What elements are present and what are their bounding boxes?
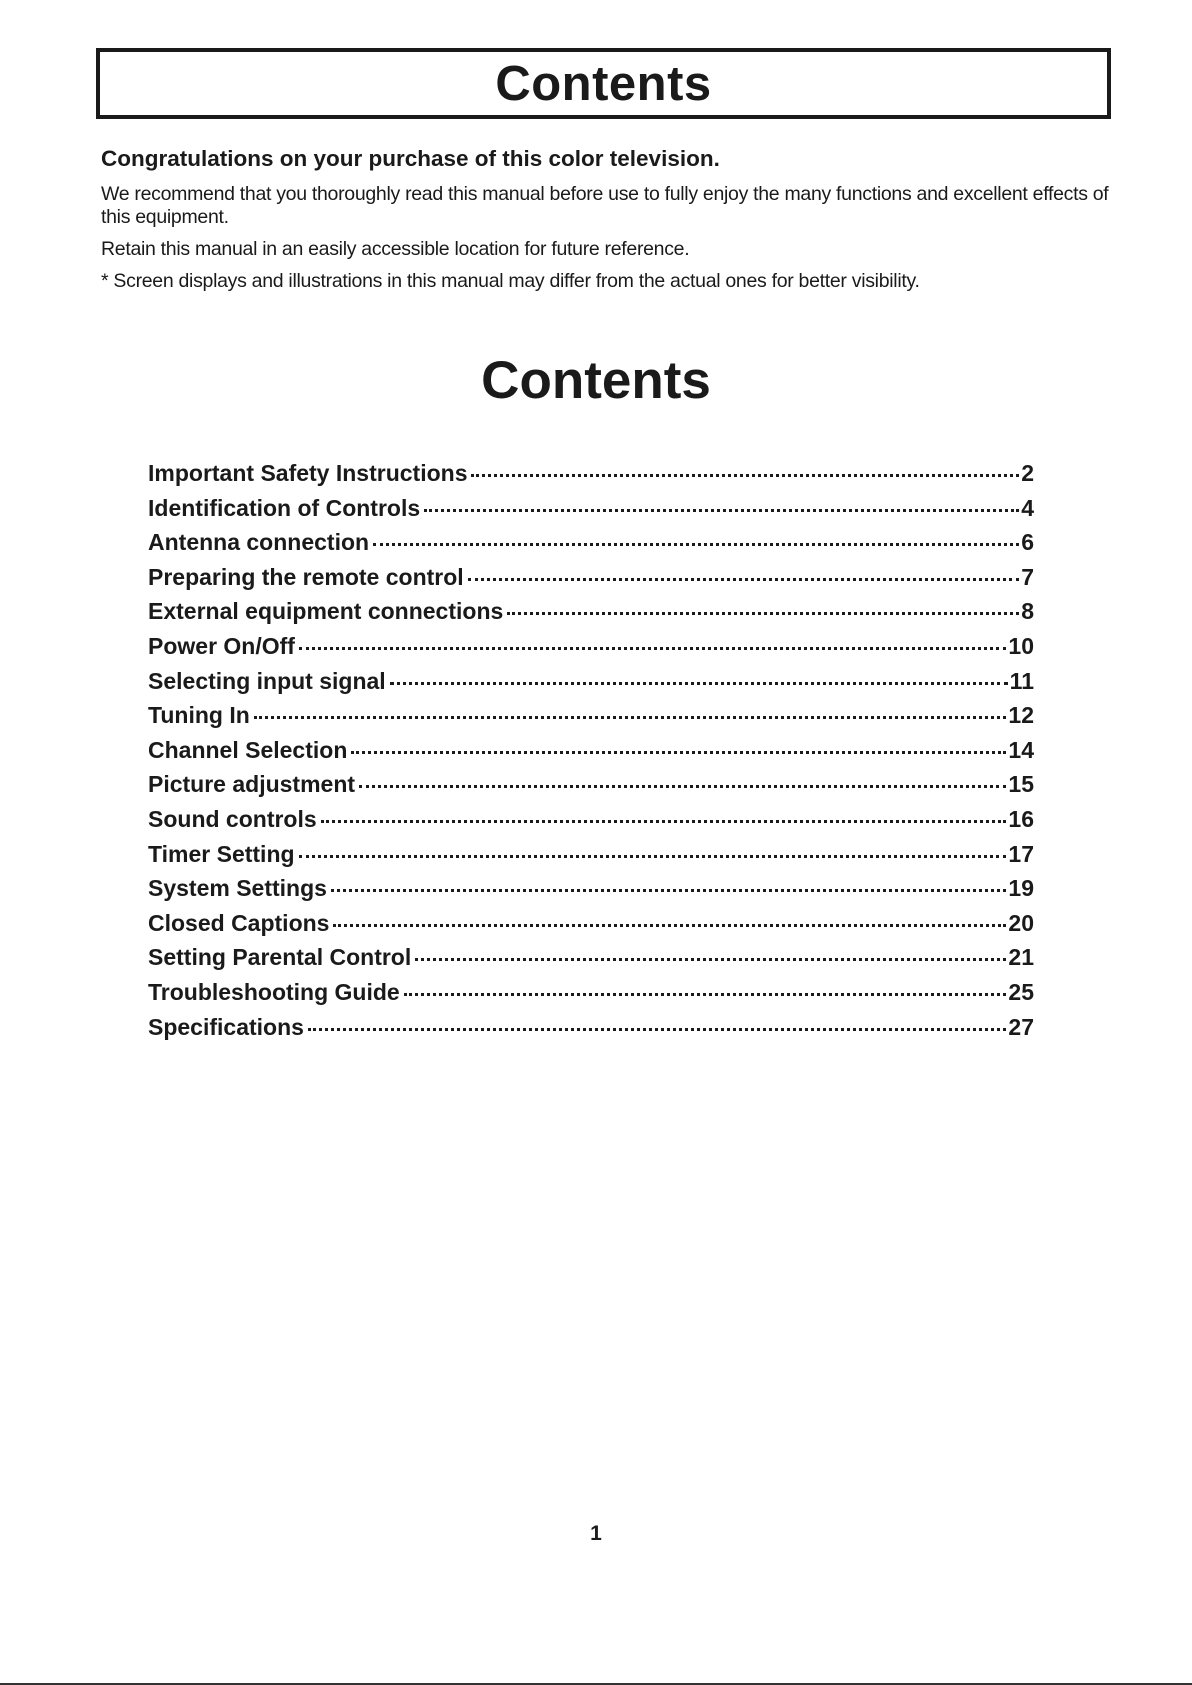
toc-leader-dots [299, 647, 1006, 650]
toc-entry-troubleshooting-guide[interactable] [148, 979, 1034, 1014]
toc-entry-label: Antenna connection [148, 529, 370, 556]
toc-entry-page: 8 [1021, 598, 1034, 625]
intro-paragraph: We recommend that you thoroughly read this manual before use to fully enjoy the many functions and excellent effects of this equipment. [101, 183, 1109, 228]
page-number: 1 [590, 1522, 602, 1545]
toc-leader-dots [308, 1028, 1006, 1031]
toc-leader-dots [424, 509, 1019, 512]
toc-entry-label: Selecting input signal [148, 667, 386, 694]
toc-leader-dots [359, 785, 1006, 788]
toc-leader-dots [468, 578, 1020, 581]
toc-entry-sound-controls[interactable] [148, 806, 1034, 841]
toc-entry-power-on-off[interactable] [148, 633, 1034, 668]
toc-entry-closed-captions[interactable] [148, 910, 1034, 945]
toc-leader-dots [471, 474, 1019, 477]
toc-entry-setting-parental-control[interactable] [148, 944, 1034, 979]
toc-entry-label: System Settings [148, 875, 327, 902]
toc-leader-dots [415, 958, 1006, 961]
page-title: Contents [495, 56, 712, 111]
toc-entry-page: 27 [1008, 1013, 1034, 1040]
toc-entry-label: Closed Captions [148, 909, 330, 936]
toc-entry-page: 19 [1008, 875, 1034, 902]
toc-entry-page: 4 [1021, 494, 1034, 521]
toc-entry-page: 10 [1008, 632, 1034, 659]
intro-section [101, 146, 1121, 302]
toc-leader-dots [331, 889, 1006, 892]
toc-entry-external-equipment-connections[interactable] [148, 598, 1034, 633]
toc-list [148, 460, 1034, 1048]
toc-entry-label: Sound controls [148, 805, 317, 832]
toc-leader-dots [321, 820, 1007, 823]
toc-entry-page: 7 [1021, 563, 1034, 590]
toc-entry-label: Picture adjustment [148, 771, 356, 798]
toc-entry-page: 6 [1021, 529, 1034, 556]
toc-entry-label: Troubleshooting Guide [148, 978, 400, 1005]
toc-entry-channel-selection[interactable] [148, 737, 1034, 772]
toc-entry-system-settings[interactable] [148, 875, 1034, 910]
toc-leader-dots [507, 612, 1019, 615]
toc-title: Contents [481, 351, 711, 410]
toc-entry-page: 21 [1008, 944, 1034, 971]
toc-entry-page: 14 [1008, 736, 1034, 763]
toc-entry-label: Identification of Controls [148, 494, 421, 521]
toc-entry-label: Timer Setting [148, 840, 295, 867]
toc-entry-specifications[interactable] [148, 1014, 1034, 1049]
intro-note: * Screen displays and illustrations in this manual may differ from the actual ones for better visibility. [101, 270, 920, 292]
toc-entry-important-safety-instructions[interactable] [148, 460, 1034, 495]
toc-entry-label: Setting Parental Control [148, 944, 412, 971]
toc-entry-page: 16 [1008, 805, 1034, 832]
toc-entry-preparing-the-remote-control[interactable] [148, 564, 1034, 599]
toc-entry-page: 15 [1008, 771, 1034, 798]
toc-entry-page: 2 [1021, 460, 1034, 486]
toc-entry-page: 11 [1009, 667, 1034, 694]
toc-entry-tuning-in[interactable] [148, 702, 1034, 737]
toc-entry-page: 25 [1008, 978, 1034, 1005]
toc-entry-picture-adjustment[interactable] [148, 771, 1034, 806]
toc-entry-antenna-connection[interactable] [148, 529, 1034, 564]
toc-leader-dots [373, 543, 1019, 546]
toc-leader-dots [404, 993, 1007, 996]
toc-entry-page: 12 [1008, 702, 1034, 729]
toc-entry-timer-setting[interactable] [148, 841, 1034, 876]
toc-leader-dots [390, 682, 1008, 685]
toc-entry-identification-of-controls[interactable] [148, 495, 1034, 530]
header-box [96, 48, 1111, 119]
intro-heading: Congratulations on your purchase of this color television. [101, 146, 720, 171]
toc-entry-label: Specifications [148, 1013, 304, 1040]
toc-leader-dots [333, 924, 1006, 927]
toc-entry-label: Tuning In [148, 702, 250, 729]
toc-leader-dots [299, 855, 1007, 858]
toc-entry-page: 17 [1008, 840, 1034, 867]
toc-entry-label: Preparing the remote control [148, 563, 464, 590]
toc-entry-label: Power On/Off [148, 632, 295, 659]
toc-leader-dots [351, 751, 1006, 754]
toc-leader-dots [254, 716, 1007, 719]
toc-entry-label: Important Safety Instructions [148, 460, 468, 486]
intro-paragraph: Retain this manual in an easily accessible location for future reference. [101, 238, 690, 260]
toc-entry-label: Channel Selection [148, 736, 348, 763]
toc-entry-label: External equipment connections [148, 598, 504, 625]
toc-entry-page: 20 [1008, 909, 1034, 936]
toc-entry-selecting-input-signal[interactable] [148, 668, 1034, 703]
